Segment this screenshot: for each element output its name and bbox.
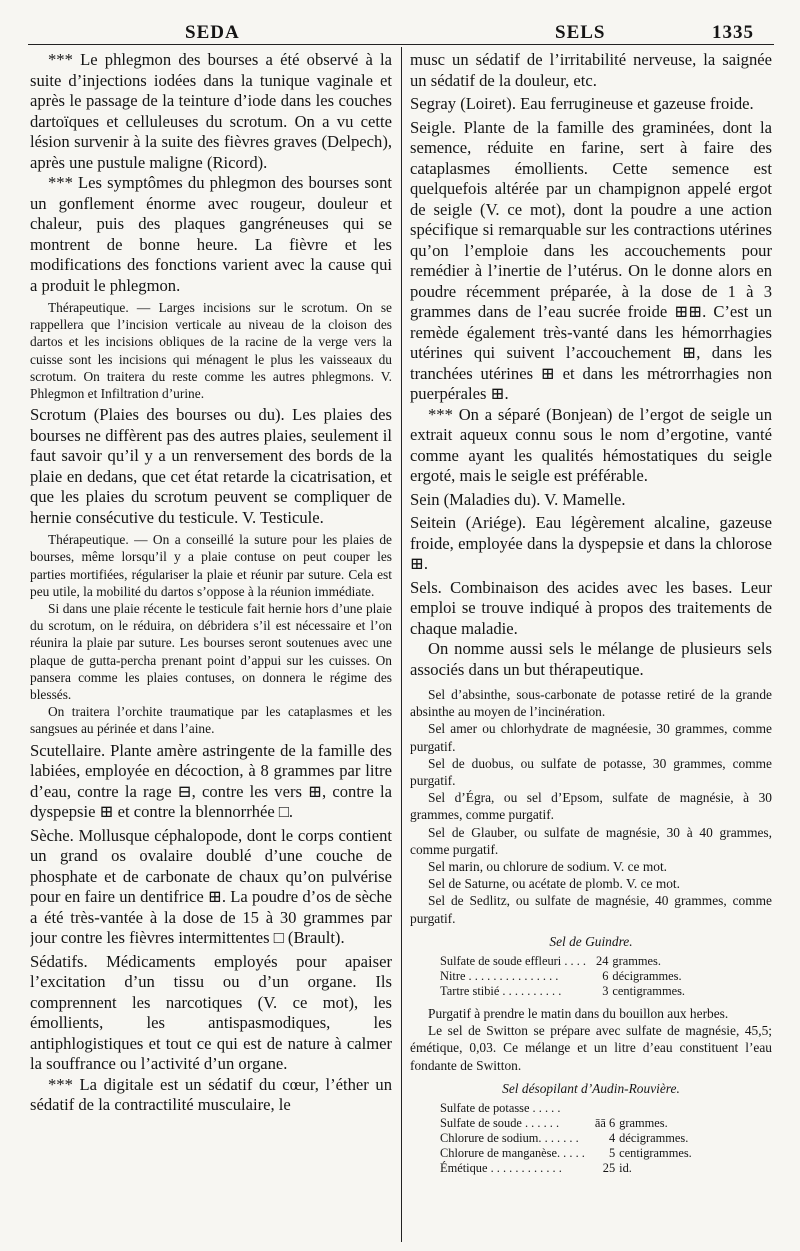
paragraph: Thérapeutique. — On a conseillé la suture pour les plaies de bourses, même lorsqu’il y a plaie contuse on peut couper les parties mortifiées, régulariser la plaie et réunir par suture. Cela est peu utile, la mobilité du dartos s’oppose à la réunion immédiate.: [30, 532, 392, 599]
paragraph: Sel marin, ou chlorure de sodium. V. ce mot.: [428, 859, 668, 875]
ingredient: Nitre . . . . . . . . . . . . . . .: [440, 969, 559, 984]
unit: grammes.: [612, 954, 661, 969]
entry-sedatifs: Sédatifs. Médicaments employés pour apaiser l’excitation d’un tissu ou d’un organe. Ils comprennent les narcotiques (V. ce mot), les émollients, les antispasmodiques, les antiphlogistiques et tout ce qui est de nature à calmer la souffrance ou l’activité d’un organe.: [30, 951, 392, 1074]
table-row: [440, 1161, 692, 1176]
unit: id.: [619, 1161, 632, 1176]
unit: centigrammes.: [612, 984, 686, 999]
quantity: 3: [602, 984, 609, 999]
entry-sein: Sein (Maladies du). V. Mamelle.: [410, 489, 626, 509]
paragraph: Sel amer ou chlorhydrate de magnéesie, 30 grammes, comme purgatif.: [410, 721, 772, 754]
entry-scrotum: Scrotum (Plaies des bourses ou du). Les plaies des bourses ne diffèrent pas des autres plaies, seulement il faut savoir qu’il y a un renversement des bords de la plaie en dedans, que cet état retarde la cicatrisation, et que les plaies du scrotum peuvent se compliquer de hernie consécutive du testicule. V. Testicule.: [30, 405, 392, 527]
paragraph: *** Le phlegmon des bourses a été observé à la suite d’injections iodées dans la tunique vaginale et après le passage de la teinture d’iode dans les couches dartoïques et celluleuses du scrotum. On a vu cette lésion survenir à la suite des fièvres graves (Delpech), après une pustule maligne (Ricord).: [30, 50, 392, 172]
page-number: 1335: [712, 22, 754, 43]
paragraph: Thérapeutique. — Larges incisions sur le scrotum. On se rappellera que l’incision verticale au niveau de la cloison des dartos et les incisions obliques de la racine de la verge vers la cuisse sont les incisions qui ménagent le plus les vaisseaux du scrotum. On traitera du reste comme les autres phlegmons. V. Phlegmon et Infiltration d’urine.: [30, 300, 392, 402]
ingredient: Chlorure de manganèse. . . . .: [440, 1146, 585, 1161]
running-head-left: SEDA: [185, 22, 240, 43]
paragraph: musc un sédatif de l’irritabilité nerveuse, la saignée un sédatif de la douleur, etc.: [410, 50, 772, 90]
ingredient: Sulfate de potasse . . . . .: [440, 1101, 561, 1116]
formula-table: [440, 954, 685, 999]
table-row: [440, 954, 685, 969]
quantity: āā 6: [594, 1116, 616, 1131]
unit: centigrammes.: [619, 1146, 692, 1161]
paragraph: *** La digitale est un sédatif du cœur, l’éther un sédatif de la contractilité musculaire, le: [30, 1074, 392, 1115]
entry-seitein: Seitein (Ariége). Eau légèrement alcaline, gazeuse froide, employée dans la dyspepsie et dans la chlorose ⊞.: [410, 513, 772, 573]
table-row: [440, 1146, 692, 1161]
formula-title: Sel de Guindre.: [549, 933, 633, 949]
table-row: [440, 1116, 692, 1131]
ingredient: Émétique . . . . . . . . . . . .: [440, 1161, 562, 1176]
paragraph: On nomme aussi sels le mélange de plusieurs sels associés dans un but thérapeutique.: [410, 639, 772, 679]
quantity: 6: [602, 969, 609, 984]
paragraph: Si dans une plaie récente le testicule fait hernie hors d’une plaie du scrotum, on le réduira, on débridera s’il est nécessaire et l’on réunira la plaie par suture. Les bourses seront soutenues avec une plaque de gutta-percha prenant point d’appui sur les cuisses. On pansera comme les plaies contuses, on donnera le régime des blessés.: [30, 601, 392, 703]
running-head-right: SELS: [555, 22, 606, 43]
table-row: [440, 984, 685, 999]
quantity: [585, 1101, 619, 1116]
right-column: [410, 50, 772, 1176]
paragraph: Purgatif à prendre le matin dans du bouillon aux herbes.: [428, 1006, 729, 1022]
entry-seche: Sèche. Mollusque céphalopode, dont le corps contient un grand os ovalaire doublé d’une couche de phosphate et de carbonate de chaux qu’on pulvérise pour en faire un dentifrice ⊞. La poudre d’os de sèche a été très-vantée à la dose de 15 à 30 grammes par jour contre les fièvres intermittentes □ (Brault).: [30, 825, 392, 948]
left-column: [30, 50, 392, 1116]
paragraph: Le sel de Switton se prépare avec sulfate de magnésie, 45,5; émétique, 0,03. Ce mélange et un litre d’eau constituent l’eau fondante de Switton.: [410, 1023, 772, 1073]
paragraph: Sel de duobus, ou sulfate de potasse, 30 grammes, comme purgatif.: [410, 755, 772, 789]
ingredient: Sulfate de soude . . . . . .: [440, 1116, 560, 1131]
paragraph: Sel de Glauber, ou sulfate de magnésie, 30 à 40 grammes, comme purgatif.: [410, 824, 772, 857]
table-row: [440, 1131, 692, 1146]
paragraph: Sel de Sedlitz, ou sulfate de magnésie, 40 grammes, comme purgatif.: [410, 893, 772, 926]
unit: décigrammes.: [612, 969, 682, 984]
quantity: 4: [608, 1131, 616, 1146]
ingredient: Sulfate de soude effleuri . . . .: [440, 954, 587, 969]
paragraph: Sel de Saturne, ou acétate de plomb. V. ce mot.: [428, 876, 681, 892]
paragraph: *** On a séparé (Bonjean) de l’ergot de seigle un extrait aqueux connu sous le nom d’ergotine, vanté comme ayant les qualités hémostatiques du seigle ergoté, mais le seigle est préférable.: [410, 404, 772, 485]
table-row: [440, 969, 685, 984]
table-row: [440, 1101, 692, 1116]
entry-seigle: Seigle. Plante de la famille des graminées, dont la semence, réduite en farine, sert à faire des cataplasmes émollients. Cette semence est quelquefois altérée par un champignon appelé ergot de seigle (V. ce mot), dont la poudre a une action spécifique si remarquable sur les contractions utérines qu’on l’emploie dans les accouchements pour remédier à l’inertie de l’utérus. On le donne alors en poudre récemment préparée, à la dose de 1 à 3 grammes dans de l’eau sucrée froide ⊞⊞. C’est un remède également très-vanté dans les hémorrhagies utérines qui suivent l’accouchement ⊞, dans les tranchées utérines ⊞ et dans les métrorrhagies non puerpérales ⊞.: [410, 117, 772, 403]
paragraph: Sel d’Égra, ou sel d’Epsom, sulfate de magnésie, à 30 grammes, comme purgatif.: [410, 790, 772, 823]
paragraph: *** Les symptômes du phlegmon des bourses sont un gonflement énorme avec rougeur, douleur et chaleur, puis des plaques gangréneuses qui se montrent de bonne heure. La fièvre et les modifications des fonctions varient avec la cause qui a produit le phlegmon.: [30, 173, 392, 295]
ingredient: Tartre stibié . . . . . . . . . .: [440, 984, 562, 999]
column-divider: [401, 47, 402, 1242]
unit: [619, 1101, 692, 1116]
entry-scutellaire: Scutellaire. Plante amère astringente de la famille des labiées, employée en décoction, à 8 grammes par litre d’eau, contre la rage ⊟, contre les vers ⊞, contre la dyspepsie ⊞ et contre la blennorrhée □.: [30, 740, 392, 822]
unit: décigrammes.: [619, 1131, 689, 1146]
quantity: 25: [602, 1161, 616, 1176]
entry-sels: Sels. Combinaison des acides avec les bases. Leur emploi se trouve indiqué à propos des traitements de chaque maladie.: [410, 577, 772, 638]
entry-segray: Segray (Loiret). Eau ferrugineuse et gazeuse froide.: [410, 94, 754, 113]
paragraph: Sel d’absinthe, sous-carbonate de potasse retiré de la grande absinthe au moyen de l’incinération.: [410, 687, 772, 720]
ingredient: Chlorure de sodium. . . . . . .: [440, 1131, 579, 1146]
unit: grammes.: [619, 1116, 668, 1131]
formula-title: Sel désopilant d’Audin-Rouvière.: [502, 1080, 680, 1096]
formula-table: [440, 1101, 692, 1176]
quantity: 24: [596, 954, 609, 969]
quantity: 5: [608, 1146, 616, 1161]
paragraph: On traitera l’orchite traumatique par les cataplasmes et les sangsues au périnée et dans l’aine.: [30, 704, 392, 737]
header-rule: [28, 44, 774, 45]
